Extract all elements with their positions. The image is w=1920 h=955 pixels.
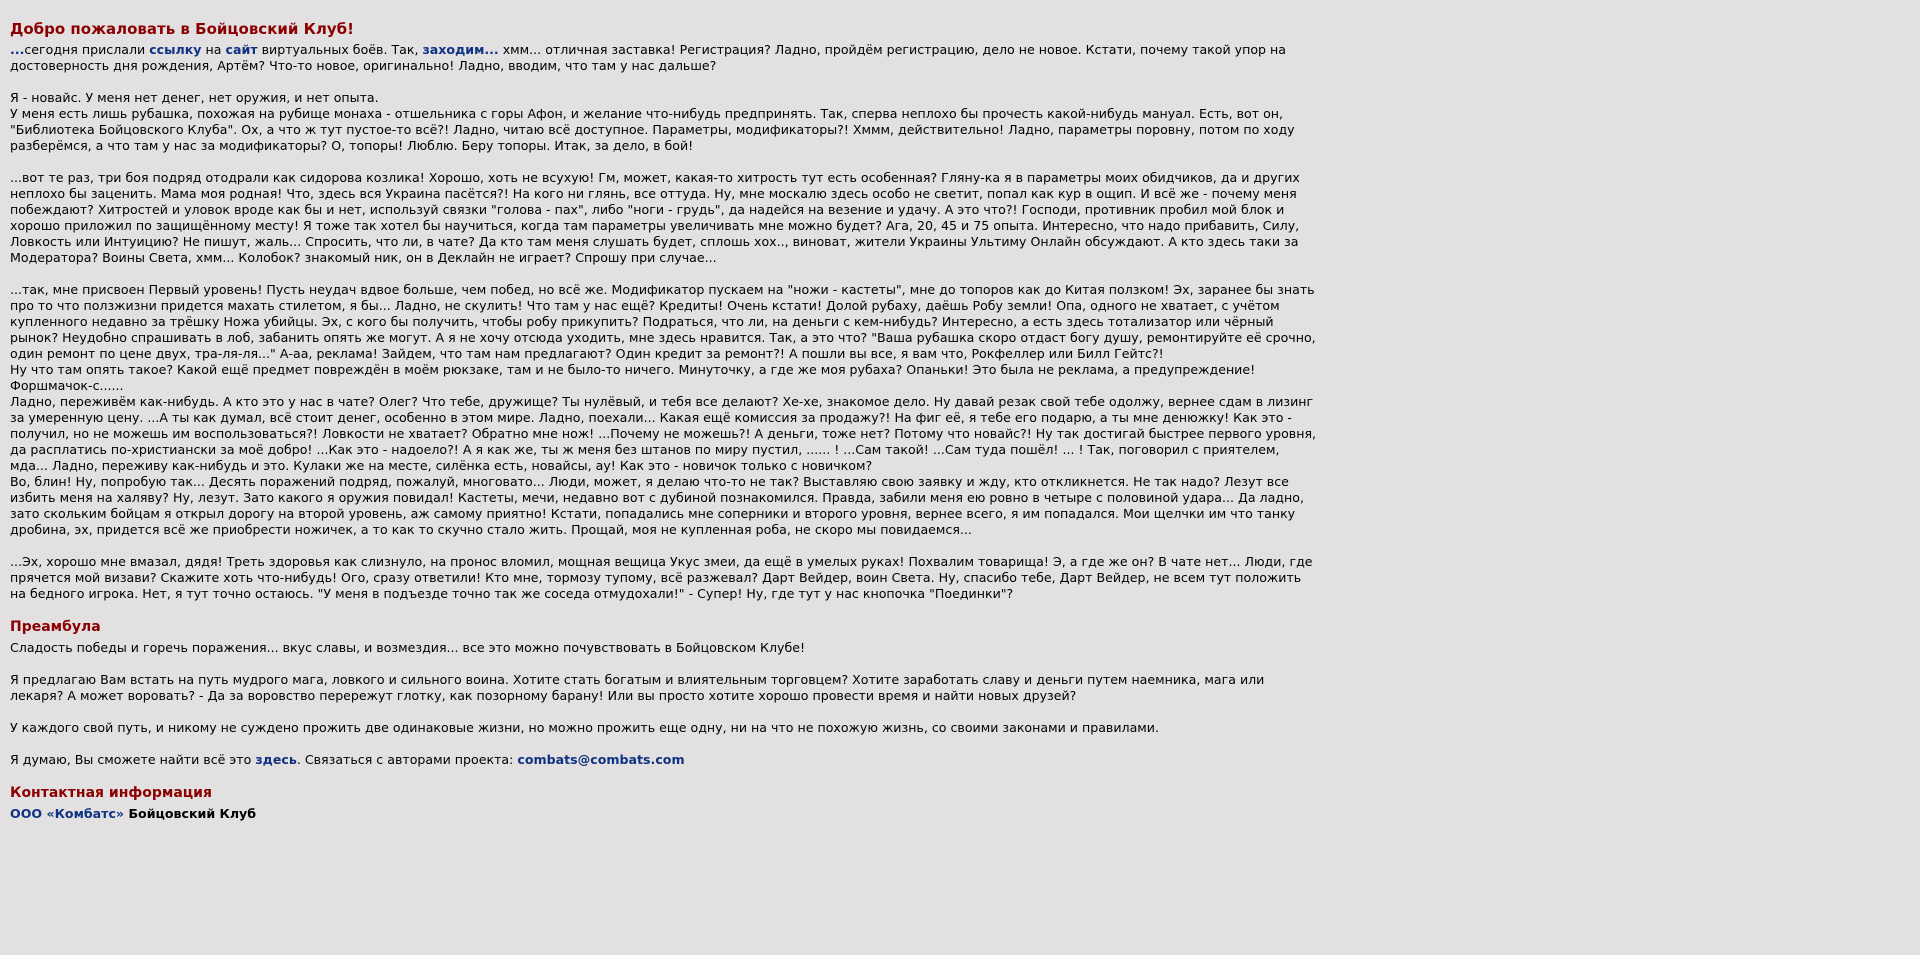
preamble-paragraph-2: Я предлагаю Вам встать на путь мудрого мага, ловкого и сильного воина. Хотите стать богатым и влиятельным торговцем? Хотите заработать славу и деньги путем наемника, мага или лекаря? А может воровать? - Да за воровство перережут глотку, как позорному барану! Или вы просто хотите хорошо провести время и найти новых друзей?: [10, 672, 1265, 703]
page-title: Добро пожаловать в Бойцовский Клуб!: [10, 20, 354, 38]
preamble-paragraph-3: У каждого свой путь, и никому не суждено прожить две одинаковые жизни, но можно прожить еще одну, ни на что не похожую жизнь, со своими законами и правилами.: [10, 720, 1159, 735]
preamble-p4-text-1: Я думаю, Вы сможете найти всё это: [10, 752, 256, 767]
story-paragraph-2: У меня есть лишь рубашка, похожая на рубище монаха - отшельника с горы Афон, и желание что-нибудь предпринять. Так, сперва неплохо бы прочесть какой-нибудь мануал. Есть, вот он, "Библиотека Бойцовского Клуба". Ох, а что ж тут пустое-то всё?! Ладно, читаю всё доступное. Параметры, модификаторы?! Хммм, действительно! Ладно, параметры поровну, потом по ходу разберёмся, а что там у нас за модификаторы? О, топоры! Люблю. Беру топоры. Итак, за дело, в бой!: [10, 106, 1295, 153]
preamble-p4-text-2: . Связаться с авторами проекта:: [296, 752, 518, 767]
link-sait[interactable]: сайт: [225, 42, 258, 57]
preamble-paragraph-1: Сладость победы и горечь поражения... вкус славы, и возмездия... все это можно почувствовать в Бойцовском Клубе!: [10, 640, 806, 655]
intro-paragraph: [10, 42, 1320, 74]
preamble-paragraph-4: [10, 752, 1320, 768]
link-zdes[interactable]: здесь: [255, 752, 297, 767]
link-zahodim[interactable]: заходим...: [422, 42, 499, 57]
story-paragraph-5: Ну что там опять такое? Какой ещё предмет повреждён в моём рюкзаке, там и не было-то ничего. Минуточку, а где же моя рубаха? Опаньки! Это была не реклама, а предупреждение! Форшмачок-с......: [10, 362, 1256, 393]
club-name: Бойцовский Клуб: [124, 806, 257, 821]
story-paragraph-6: Ладно, переживём как-нибудь. А кто это у нас в чате? Олег? Что тебе, дружище? Ты нулёвый, и тебя все делают? Хе-хе, знакомое дело. Ну давай резак свой тебе одолжу, вернее сдам в лизинг за умеренную цену. ...А ты как думал, всё стоит денег, особенно в этом мире. Ладно, поехали... Какая ещё комиссия за продажу?! На фиг её, я тебе его подарю, а ты мне денюжку! Как это - получил, но не можешь им воспользоваться?! Ловкости не хватает? Обратно мне нож! ...Почему не можешь?! А деньги, тоже нет? Потому что новайс?! Ну так достигай быстрее первого уровня, да расплатись по-христиански за моё добро! ...Как это - надоело?! А я как же, ты ж меня без штанов по миру пустил, ...... ! ...Сам такой! ...Сам туда пошёл! ... ! Так, поговорил с приятелем, мда... Ладно, переживу как-нибудь и это. Кулаки же на месте, силёнка есть, новайсы, ау! Как это - новичок только с новичком?: [10, 394, 1317, 473]
email-link[interactable]: combats@combats.com: [517, 752, 685, 767]
story-paragraph-7: Во, блин! Ну, попробую так... Десять поражений подряд, пожалуй, многовато... Люди, может, я делаю что-то не так? Выставляю свою заявку и жду, кто откликнется. Не так надо? Лезут все избить меня на халяву? Ну, лезут. Зато какого я оружия повидал! Кастеты, мечи, недавно вот с дубиной познакомился. Правда, забили меня ею ровно в четыре с половиной удара... Да ладно, зато скольким бойцам я открыл дорогу на второй уровень, аж самому приятно! Кстати, попадались мне соперники и второго уровня, вернее всего, я им попадался. Мои щелчки им что танку дробина, эх, придется всё же приобрести ножичек, а то как то скучно стало жить. Прощай, моя не купленная роба, не скоро мы повидаемся...: [10, 474, 1304, 537]
story-paragraph-1: Я - новайс. У меня нет денег, нет оружия, и нет опыта.: [10, 90, 379, 105]
contact-line: [10, 806, 1320, 822]
intro-text-4: хмм... отличная заставка! Регистрация? Ладно, пройдём регистрацию, дело не новое. Кстати, почему такой упор на достоверность дня рождения, Артём? Что-то новое, оригинально! Ладно, вводим, что там у нас дальше?: [10, 42, 1287, 73]
link-ssylku[interactable]: ссылку: [149, 42, 202, 57]
preamble-heading: Преамбула: [10, 619, 101, 635]
contact-heading: Контактная информация: [10, 785, 212, 801]
story-paragraph-4: ...так, мне присвоен Первый уровень! Пусть неудач вдвое больше, чем побед, но всё же. Модификатор пускаем на "ножи - кастеты", мне до топоров как до Китая ползком! Эх, заранее бы знать про то что ползжизни придется махать стилетом, я бы... Ладно, не скулить! Что там у нас ещё? Кредиты! Очень кстати! Долой рубаху, даёшь Робу земли! Опа, одного не хватает, с учётом купленного недавно за трёшку Ножа убийцы. Эх, с кого бы получить, чтобы робу прикупить? Подраться, что ли, на деньги с кем-нибудь? Интересно, а есть здесь тотализатор или чёрный рынок? Неудобно спрашивать в лоб, забанить опять же могут. А я не хочу отсюда уходить, мне здесь нравится. Так, а это что? "Ваша рубашка скоро отдаст богу душу, ремонтируйте её срочно, один ремонт по цене двух, тра-ля-ля..." А-аа, реклама! Зайдем, что там нам предлагают? Один кредит за ремонт?! А пошли вы все, я вам что, Рокфеллер или Билл Гейтс?!: [10, 282, 1316, 361]
intro-text-3: виртуальных боёв. Так,: [257, 42, 423, 57]
intro-text-1: сегодня прислали: [24, 42, 150, 57]
story-paragraph-8: ...Эх, хорошо мне вмазал, дядя! Треть здоровья как слизнуло, на пронос вломил, мощная вещица Укус змеи, да ещё в умелых руках! Похвалим товарища! Э, а где же он? В чате нет... Люди, где прячется мой визави? Скажите хоть что-нибудь! Ого, сразу ответили! Кто мне, тормозу тупому, всё разжевал? Дарт Вейдер, воин Света. Ну, спасибо тебе, Дарт Вейдер, не всем тут положить на бедного игрока. Нет, я тут точно остаюсь. "У меня в подъезде точно так же соседа отмудохали!" - Супер! Ну, где тут у нас кнопочка "Поединки"?: [10, 554, 1313, 601]
ellipsis-link[interactable]: ...: [10, 42, 25, 57]
story-paragraph-3: ...вот те раз, три боя подряд отодрали как сидорова козлика! Хорошо, хоть не всухую! Гм, может, какая-то хитрость тут есть особенная? Гляну-ка я в параметры моих обидчиков, да и других неплохо бы заценить. Мама моя родная! Что, здесь вся Украина пасётся?! На кого ни глянь, все оттуда. Ну, мне москалю здесь особо не светит, попал как кур в ощип. И всё же - почему меня побеждают? Хитростей и уловок вроде как бы и нет, используй связки "голова - пах", либо "ноги - грудь", да надейся на везение и удачу. А это что?! Господи, противник пробил мой блок и хорошо приложил по защищённому месту! Я тоже так хотел бы научиться, когда там параметры увеличивать мне можно будет? Ага, 20, 45 и 75 опыта. Интересно, что надо прибавить, Силу, Ловкость или Интуицию? Не пишут, жаль... Спросить, что ли, в чате? Да кто там меня слушать будет, сплошь хох.., виноват, жители Украины Ультиму Онлайн обсуждают. А кто здесь таки за Модератора? Воины Света, хмм... Колобок? знакомый ник, он в Деклайн не играет? Спрошу при случае...: [10, 170, 1300, 265]
company-link[interactable]: ООО «Комбатс»: [10, 806, 125, 821]
intro-text-2: на: [201, 42, 226, 57]
